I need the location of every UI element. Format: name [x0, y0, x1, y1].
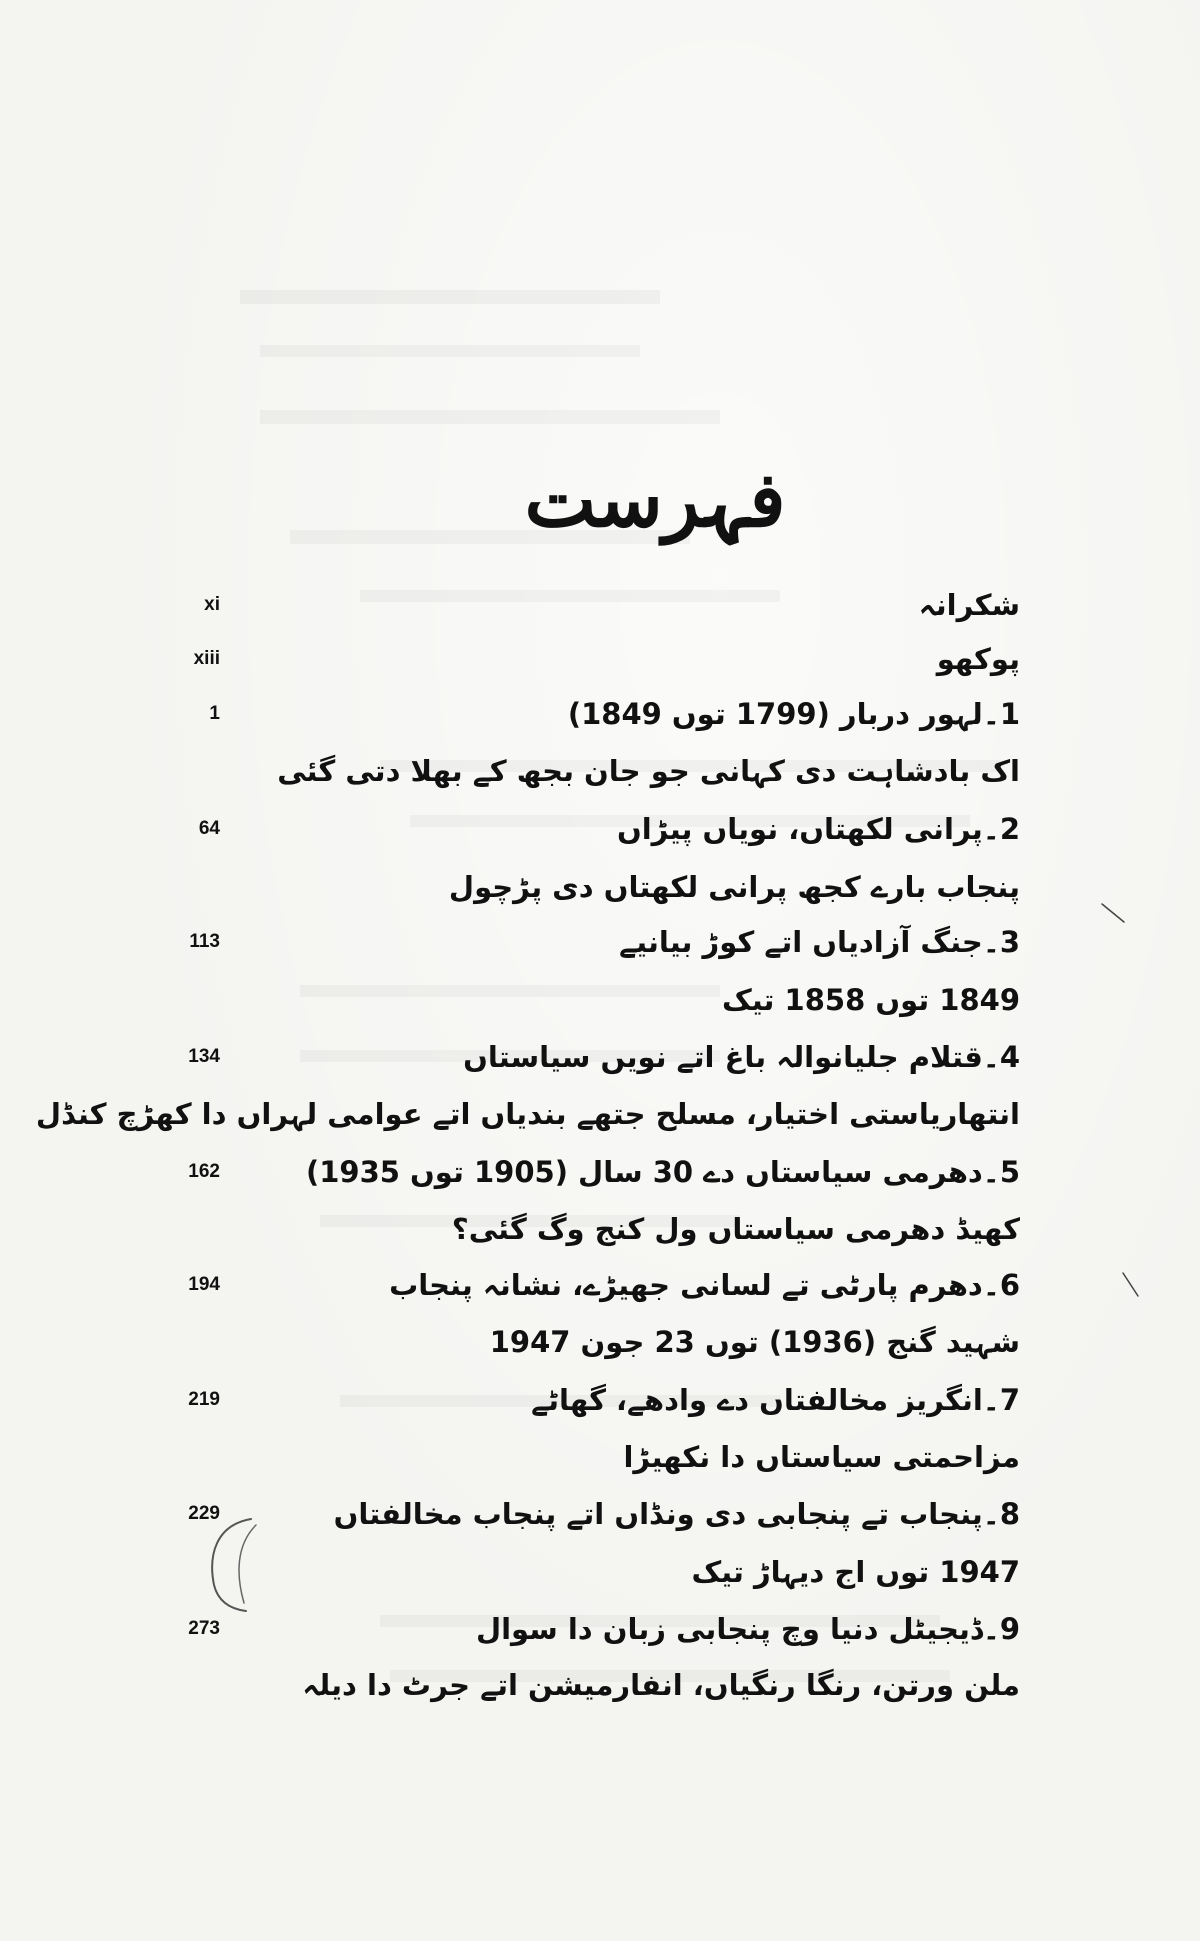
show-through-line: [260, 345, 640, 357]
toc-entry-page: 273: [188, 1618, 220, 1639]
toc-entry-title: 3۔جنگ آزادیاں اتے کوڑ بیانیے: [619, 925, 1020, 959]
toc-entry-title: 8۔پنجاب تے پنجابی دی ونڈاں اتے پنجاب مخالفتاں: [333, 1497, 1020, 1531]
pen-scratch-mark: [1100, 900, 1130, 930]
toc-entry: [160, 642, 1020, 690]
toc-entry: [160, 925, 1020, 973]
toc-entry: [160, 1268, 1020, 1316]
toc-entry-title: شکرانہ: [918, 588, 1020, 622]
toc-entry: [160, 1155, 1020, 1203]
toc-entry: [160, 1383, 1020, 1431]
toc-subtitle: 1947 توں اج دیہاڑ تیک: [691, 1555, 1020, 1589]
toc-entry-page: 64: [198, 818, 220, 839]
show-through-line: [240, 290, 660, 304]
pen-scratch-mark: [1120, 1270, 1150, 1300]
toc-entry-title: 6۔دھرم پارٹی تے لسانی جھیڑے، نشانہ پنجاب: [389, 1268, 1020, 1302]
toc-entry-page: 194: [188, 1274, 220, 1295]
toc-entry-title: پوکھو: [936, 642, 1020, 676]
toc-entry: [160, 588, 1020, 636]
toc-entry-title: 1۔لہور دربار (1799 توں 1849): [567, 697, 1020, 731]
toc-entry-title: 2۔پرانی لکھتاں، نویاں پیڑاں: [616, 812, 1020, 846]
toc-entry-page: 134: [188, 1046, 220, 1067]
show-through-line: [260, 410, 720, 424]
toc-entry-title: 9۔ڈیجیٹل دنیا وچ پنجابی زبان دا سوال: [475, 1612, 1020, 1646]
toc-entry-title: 5۔دھرمی سیاستاں دے 30 سال (1905 توں 1935): [305, 1155, 1020, 1189]
toc-subtitle: شہید گنج (1936) توں 23 جون 1947: [489, 1325, 1020, 1359]
toc-subtitle: پنجاب بارے کجھ پرانی لکھتاں دی پڑچول: [448, 870, 1020, 904]
toc-entry: [160, 812, 1020, 860]
show-through-line: [300, 985, 720, 997]
toc-entry-title: 7۔انگریز مخالفتاں دے وادھے، گھاٹے: [531, 1383, 1020, 1417]
pencil-bracket-mark: [196, 1515, 266, 1615]
toc-subtitle: 1849 توں 1858 تیک: [722, 983, 1020, 1017]
toc-entry: [160, 697, 1020, 745]
toc-subtitle: کھیڈ دھرمی سیاستاں ول کنج وگ گئی؟: [451, 1212, 1020, 1246]
toc-entry-page: xi: [204, 594, 220, 615]
page-title: فہرست: [524, 455, 786, 544]
toc-entry-page: 229: [188, 1503, 220, 1524]
toc-entry-page: 1: [209, 703, 220, 724]
toc-entry: [160, 1497, 1020, 1545]
toc-entry-page: xiii: [193, 648, 220, 669]
toc-subtitle: ملن ورتن، رنگا رنگیاں، انفارمیشن اتے جرٹ دا دیلہ: [302, 1668, 1020, 1702]
toc-entry-page: 113: [189, 931, 220, 952]
toc-entry: [160, 1040, 1020, 1088]
toc-entry-page: 162: [188, 1161, 220, 1182]
toc-subtitle: مزاحمتی سیاستاں دا نکھیڑا: [623, 1440, 1020, 1474]
toc-entry-title: 4۔قتلام جلیانوالہ باغ اتے نویں سیاستاں: [463, 1040, 1020, 1074]
toc-entry: [160, 1612, 1020, 1660]
toc-subtitle: انتھاریاستی اختیار، مسلح جتھے بندیاں اتے عوامی لہراں دا کھڑچ کنڈل: [35, 1097, 1020, 1131]
toc-entry-page: 219: [188, 1389, 220, 1410]
toc-subtitle: اک بادشاہت دی کہانی جو جان بجھ کے بھلا دتی گئی: [277, 754, 1020, 788]
